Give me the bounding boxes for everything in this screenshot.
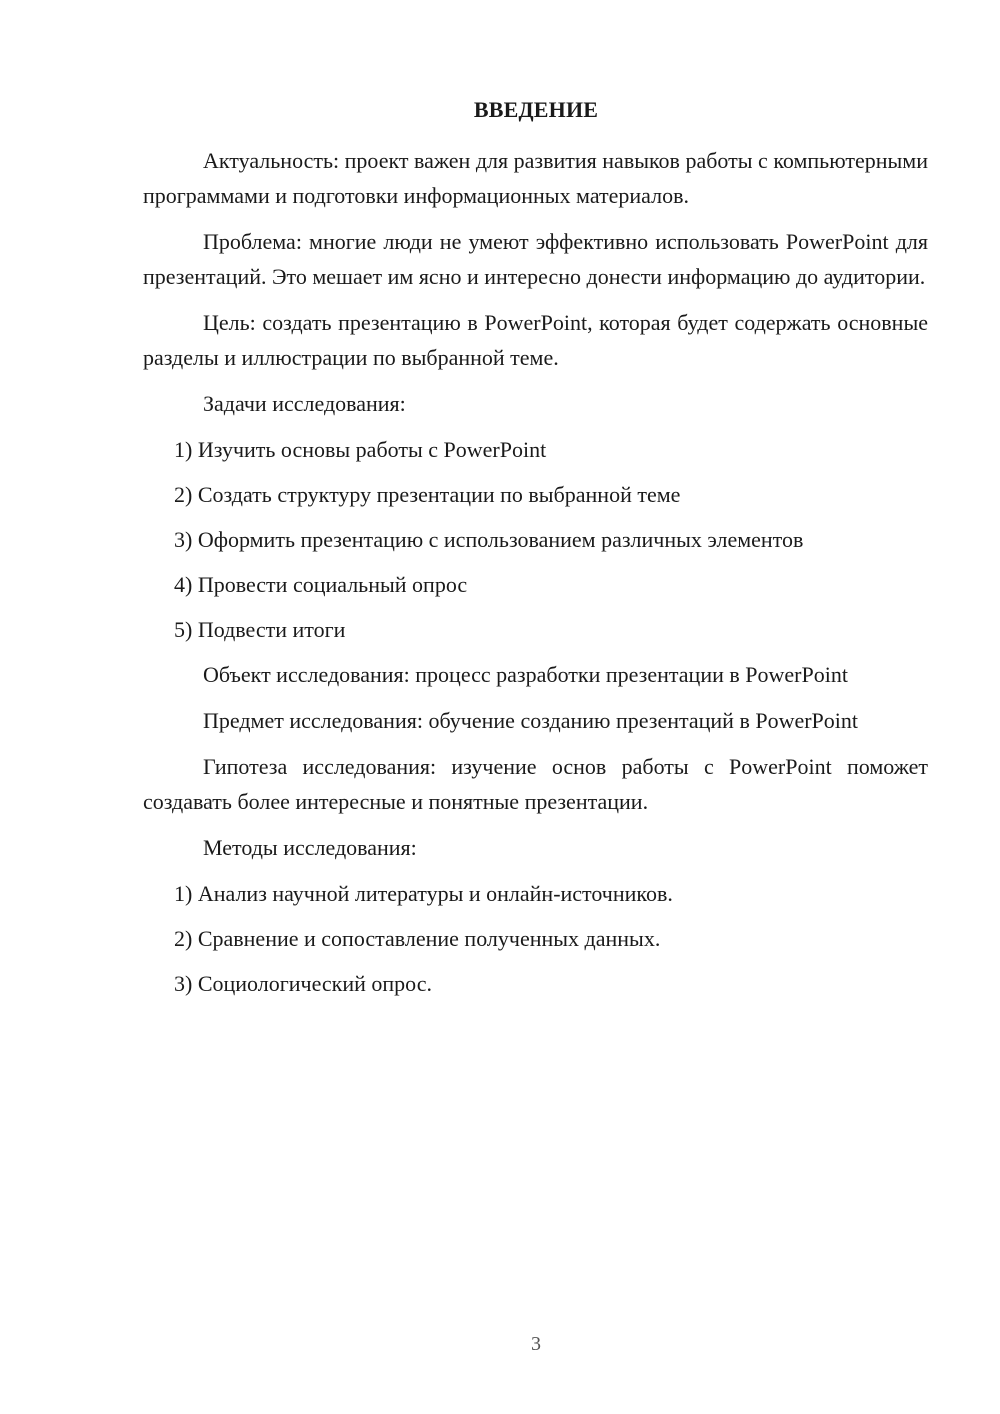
task-list-item: 3) Оформить презентацию с использованием различных элементов [174,527,804,552]
goal-paragraph: Цель: создать презентацию в PowerPoint, которая будет содержать основные разделы и иллюстрации по выбранной теме. [143,310,928,370]
task-list-item: 4) Провести социальный опрос [174,572,468,597]
hypothesis-paragraph: Гипотеза исследования: изучение основ работы с PowerPoint поможет создавать более интересные и понятные презентации. [143,754,928,814]
task-list-item: 1) Изучить основы работы с PowerPoint [174,437,547,462]
subject-paragraph: Предмет исследования: обучение созданию презентаций в PowerPoint [203,708,859,733]
relevance-paragraph: Актуальность: проект важен для развития навыков работы с компьютерными программами и подготовки информационных материалов. [143,148,928,208]
task-list-item: 2) Создать структуру презентации по выбранной теме [174,482,681,507]
methods-heading: Методы исследования: [203,835,417,860]
method-list-item: 1) Анализ научной литературы и онлайн-источников. [174,881,673,906]
page-title: ВВЕДЕНИЕ [473,97,599,122]
page-number: 3 [531,1333,541,1355]
method-list-item: 3) Социологический опрос. [174,971,432,996]
task-list-item: 5) Подвести итоги [174,617,346,642]
object-paragraph: Объект исследования: процесс разработки презентации в PowerPoint [203,662,848,687]
method-list-item: 2) Сравнение и сопоставление полученных данных. [174,926,661,951]
tasks-heading: Задачи исследования: [203,391,406,416]
problem-paragraph: Проблема: многие люди не умеют эффективно использовать PowerPoint для презентаций. Это мешает им ясно и интересно донести информацию до аудитории. [143,229,928,289]
document-body [143,143,928,1011]
